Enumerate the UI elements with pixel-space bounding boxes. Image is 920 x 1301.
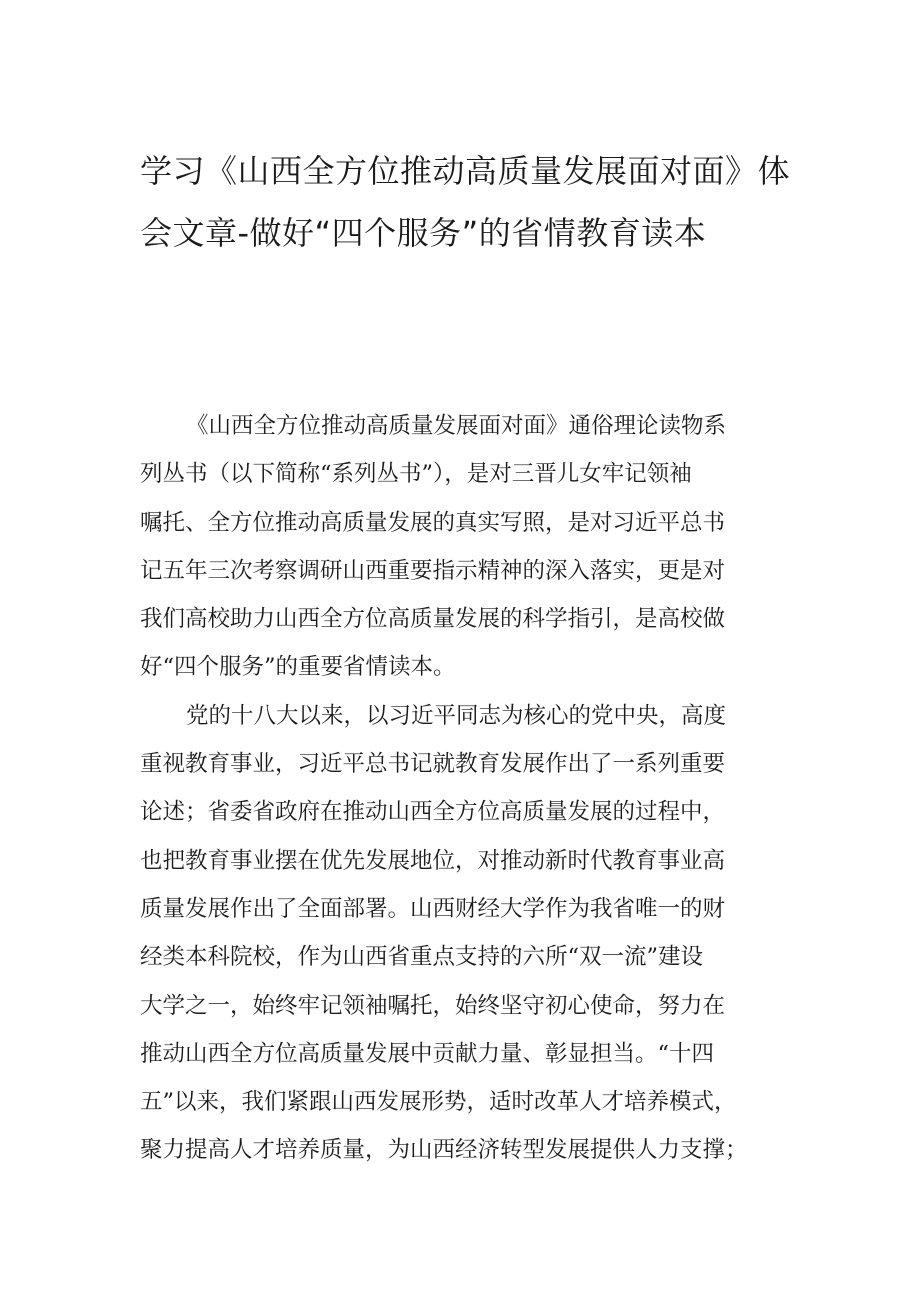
paragraph-1-line: 好“四个服务”的重要省情读本。	[140, 654, 456, 681]
paragraph-2-line: 论述；省委省政府在推动山西全方位高质量发展的过程中，	[140, 799, 726, 826]
paragraph-1-line: 嘱托、全方位推动高质量发展的真实写照，是对习近平总书	[140, 509, 726, 536]
paragraph-2-line: 五”以来，我们紧跟山西发展形势，适时改革人才培养模式，	[140, 1089, 737, 1116]
document-title	[140, 140, 800, 264]
paragraph-2-line: 聚力提高人才培养质量，为山西经济转型发展提供人力支撑；	[140, 1137, 748, 1164]
paragraph-1-line: 我们高校助力山西全方位高质量发展的科学指引，是高校做	[140, 606, 726, 633]
paragraph-2-line: 大学之一，始终牢记领袖嘱托，始终坚守初心使命，努力在	[140, 992, 726, 1019]
title-line-2: 会文章-做好“四个服务”的省情教育读本	[140, 214, 707, 252]
document-body	[140, 402, 800, 1175]
paragraph-2-line: 党的十八大以来，以习近平同志为核心的党中央，高度	[186, 702, 727, 729]
paragraph-1-line: 记五年三次考察调研山西重要指示精神的深入落实，更是对	[140, 557, 726, 584]
paragraph-2-line: 经类本科院校，作为山西省重点支持的六所“双一流”建设	[140, 944, 704, 971]
paragraph-2-line: 质量发展作出了全面部署。山西财经大学作为我省唯一的财	[140, 895, 726, 922]
paragraph-2-line: 推动山西全方位高质量发展中贡献力量、彰显担当。“十四	[140, 1040, 715, 1067]
title-line-1: 学习《山西全方位推动高质量发展面对面》体	[140, 152, 791, 190]
paragraph-2-line: 也把教育事业摆在优先发展地位，对推动新时代教育事业高	[140, 847, 726, 874]
paragraph-1-line: 列丛书（以下简称“系列丛书”），是对三晋儿女牢记领袖	[140, 461, 692, 488]
paragraph-1-line: 《山西全方位推动高质量发展面对面》通俗理论读物系	[186, 413, 727, 439]
paragraph-2-line: 重视教育事业，习近平总书记就教育发展作出了一系列重要	[140, 751, 726, 778]
